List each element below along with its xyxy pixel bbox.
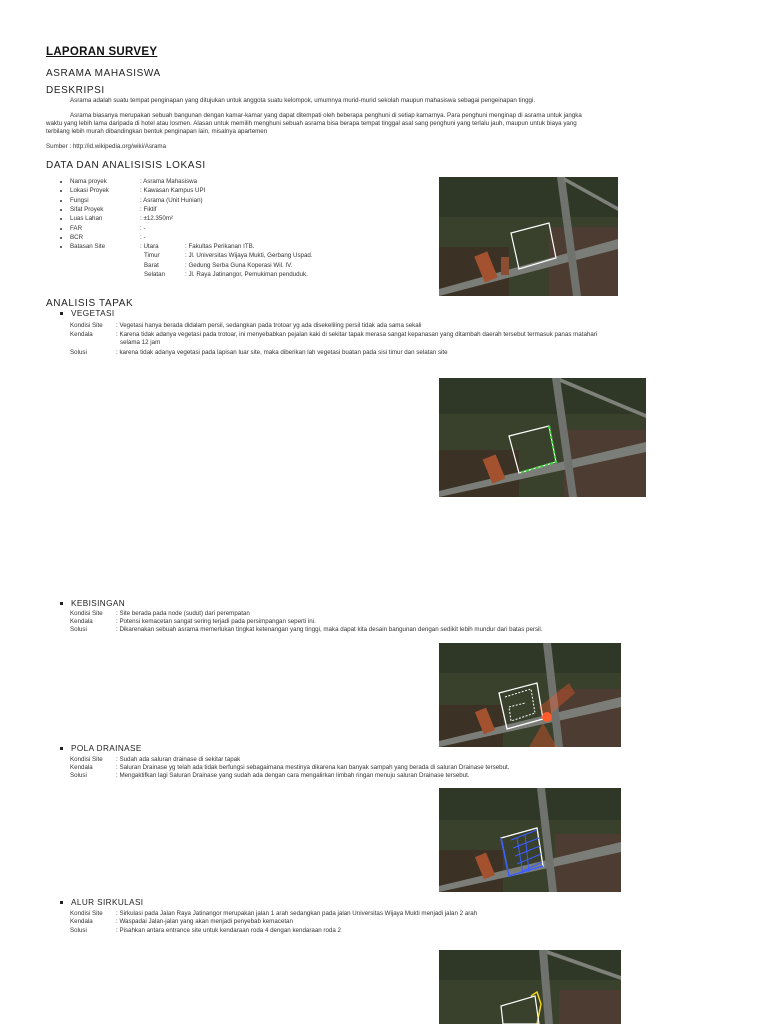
batasan-direction: Selatan: [144, 271, 165, 278]
lokasi-value: : Fiktif: [140, 205, 157, 213]
batasan-direction: Timur: [144, 252, 160, 260]
kebisingan-row-solusi-key: Solusi: [70, 626, 87, 633]
vegetasi-row-kondisi-value: : Vegetasi hanya berada didalam persil, sedangkan pada trotoar yg ada disekeliling persil tidak ada sama sekali: [116, 322, 422, 329]
drainase-row-kondisi: [70, 756, 240, 763]
subsection-drainase: [60, 744, 142, 753]
sirkulasi-row-kondisi-value: : Sirkulasi pada Jalan Raya Jatinangor merupakan jalan 1 arah sedangkan pada jalan Universitas Wijaya Mukti menjadi jalan 2 arah: [116, 910, 478, 917]
kebisingan-row-kendala-key: Kendala: [70, 618, 93, 625]
site-map-sirkulasi-image: [439, 950, 621, 1024]
lokasi-value: : -: [140, 233, 146, 241]
sirkulasi-row-kendala-key: Kendala: [70, 918, 93, 925]
kebisingan-row-kondisi-value: : Site berada pada node (sudut) dari perempatan: [116, 610, 250, 617]
lokasi-label: Fungsi: [70, 196, 89, 204]
batasan-value: : Jl. Raya Jatinangor, Pemukiman penduduk.: [185, 271, 308, 278]
lokasi-label: FAR: [70, 224, 83, 232]
site-map-kebisingan-image: [439, 643, 621, 747]
kebisingan-row-kendala: [70, 618, 316, 625]
source-link[interactable]: Sumber : http://id.wikipedia.org/wiki/Asrama: [46, 143, 167, 150]
page-title: LAPORAN SURVEY: [46, 46, 158, 58]
vegetasi-row-kendala-key: Kendala: [70, 331, 93, 338]
lokasi-label: Luas Lahan: [70, 215, 103, 223]
drainase-row-solusi-key: Solusi: [70, 772, 87, 779]
lokasi-label: BCR: [70, 233, 84, 241]
vegetasi-row-kondisi: [70, 322, 421, 329]
subsection-vegetasi: [60, 309, 115, 318]
drainase-row-solusi-value: : Mengaktifkan lagi Saluran Drainase yang sudah ada dengan cara mengalirkan limbah ringan menuju saluran Drainase tersebut.: [116, 772, 470, 779]
lokasi-value: : -: [140, 224, 146, 232]
site-map-sirkulasi: [439, 950, 621, 1024]
batasan-direction: Barat: [144, 261, 159, 269]
vegetasi-row-kondisi-key: Kondisi Site: [70, 322, 103, 329]
section-heading-analisis-tapak: ANALISIS TAPAK: [46, 298, 134, 309]
drainase-row-kendala-value: : Saluran Drainase yg telah ada tidak berfungsi sebagaimana mestinya dikarena kan banyak sampah yang berada di saluran Drainase tersebut.: [116, 764, 510, 771]
sirkulasi-row-kondisi: [70, 910, 477, 917]
bullet-dot-icon: [60, 246, 62, 248]
deskripsi-paragraph-2-line-3: terbilang lebih murah dibandingkan bentuk penginapan lain, misalnya apartemen: [46, 128, 268, 135]
lokasi-value: : Kawasan Kampus UPI: [140, 187, 206, 195]
bullet-dot-icon: [60, 200, 62, 202]
page-subtitle: ASRAMA MAHASISWA: [46, 68, 161, 79]
kebisingan-row-solusi: [70, 626, 543, 633]
lokasi-label: Nama proyek: [70, 178, 107, 185]
bullet-dot-icon: [60, 190, 62, 192]
bullet-dot-icon: [60, 209, 62, 211]
vegetasi-row-solusi-value: : karena tidak adanya vegetasi pada lapisan luar site, maka diberikan lah vegetasi buatan pada sisi timur dan selatan site: [116, 349, 448, 356]
batasan-value: : Jl. Universitas Wijaya Mukti, Gerbang Uspad.: [185, 252, 313, 260]
lokasi-value: : Asrama (Unit Hunian): [140, 196, 203, 204]
drainase-row-kendala: [70, 764, 510, 771]
sirkulasi-row-solusi-value: : Pisahkan antara entrance site untuk kendaraan roda 4 dengan kendaraan roda 2: [116, 927, 341, 934]
kebisingan-row-kondisi-key: Kondisi Site: [70, 610, 103, 617]
vegetasi-row-kendala-cont-value: selama 12 jam: [120, 339, 161, 346]
sirkulasi-row-kendala-value: : Waspadai Jalan-jalan yang akan menjadi penyebab kemacetan: [116, 918, 293, 925]
deskripsi-paragraph-2-line-2: waktu yang lebih lama daripada di hotel atau losmen. Alasan untuk memilih menghuni sebuah asrama bisa berapa tempat tinggal asal sang penghuni yang terlalu jauh, maupun untuk biaya yang: [46, 120, 577, 127]
lokasi-value: : Utara: [140, 243, 159, 251]
subsection-drainase-title: POLA DRAINASE: [71, 744, 142, 753]
lokasi-label: Batasan Site: [70, 243, 106, 251]
drainase-row-kondisi-value: : Sudah ada saluran drainase di sekitar tapak: [116, 756, 241, 763]
site-map-kebisingan: [439, 643, 621, 747]
drainase-row-solusi: [70, 772, 470, 779]
bullet-icon: [60, 747, 63, 750]
kebisingan-row-kendala-value: : Potensi kemacetan sangat sering terjadi pada persimpangan seperti ini.: [116, 618, 316, 625]
subsection-vegetasi-title: VEGETASI: [71, 309, 115, 318]
lokasi-label: Sifat Proyek: [70, 205, 104, 213]
site-map-drainase: [439, 788, 621, 892]
site-map-overview-image: [439, 177, 618, 296]
kebisingan-row-kondisi: [70, 610, 250, 617]
vegetasi-row-kendala-value: : Karena tidak adanya vegetasi pada trotoar, ini menyebabkan pejalan kaki di sekitar tapak merasa sangat kepanasan yang ditambah daerah tersebut termasuk panas matahari: [116, 331, 598, 338]
subsection-kebisingan: [60, 599, 125, 608]
vegetasi-row-kendala-cont: [70, 339, 160, 346]
kebisingan-row-solusi-value: : Dikarenakan sebuah asrama memerlukan tingkat ketenangan yang tinggi, maka dapat kita desain bangunan dengan sedikit lebih mundur dari batas persil.: [116, 626, 543, 633]
site-map-overview: [439, 177, 618, 296]
subsection-sirkulasi-title: ALUR SIRKULASI: [71, 898, 144, 907]
drainase-row-kendala-key: Kendala: [70, 764, 93, 771]
lokasi-value: : ±12.350m²: [140, 215, 173, 223]
bullet-dot-icon: [60, 218, 62, 220]
drainase-row-kondisi-key: Kondisi Site: [70, 756, 103, 763]
lokasi-value: : Asrama Mahasiswa: [140, 178, 198, 185]
bullet-dot-icon: [60, 228, 62, 230]
batasan-value: : Fakultas Perikanan ITB.: [185, 243, 255, 251]
site-map-vegetasi: [439, 378, 646, 497]
sirkulasi-row-solusi: [70, 927, 341, 934]
site-map-vegetasi-image: [439, 378, 646, 497]
bullet-dot-icon: [60, 237, 62, 239]
site-map-drainase-image: [439, 788, 621, 892]
subsection-sirkulasi: [60, 898, 144, 907]
section-heading-deskripsi: DESKRIPSI: [46, 85, 105, 96]
vegetasi-row-kendala: [70, 331, 597, 338]
deskripsi-paragraph-2-line-1: Asrama biasanya merupakan sebuah bangunan dengan kamar-kamar yang dapat ditempati oleh beberapa penghuni di setiap kamarnya. Para penghuni menginap di asrama untuk jangka: [70, 112, 582, 119]
sirkulasi-row-kendala: [70, 918, 293, 925]
deskripsi-paragraph-1: Asrama adalah suatu tempat penginapan yang ditujukan untuk anggota suatu kelompok, umumnya murid-murid sekolah maupun mahasiswa sebagai pengeinapan tinggi.: [70, 97, 536, 104]
bullet-icon: [60, 312, 63, 315]
section-heading-data-lokasi: DATA DAN ANALISISIS LOKASI: [46, 160, 206, 171]
batasan-value: : Gedung Serba Guna Koperasi Wil. IV.: [185, 261, 293, 269]
bullet-icon: [60, 901, 63, 904]
bullet-dot-icon: [60, 181, 62, 183]
vegetasi-row-solusi: [70, 349, 448, 356]
bullet-icon: [60, 602, 63, 605]
lokasi-label: Lokasi Proyek: [70, 187, 109, 195]
sirkulasi-row-kondisi-key: Kondisi Site: [70, 910, 103, 917]
sirkulasi-row-solusi-key: Solusi: [70, 927, 87, 934]
subsection-kebisingan-title: KEBISINGAN: [71, 599, 126, 608]
vegetasi-row-solusi-key: Solusi: [70, 349, 87, 356]
